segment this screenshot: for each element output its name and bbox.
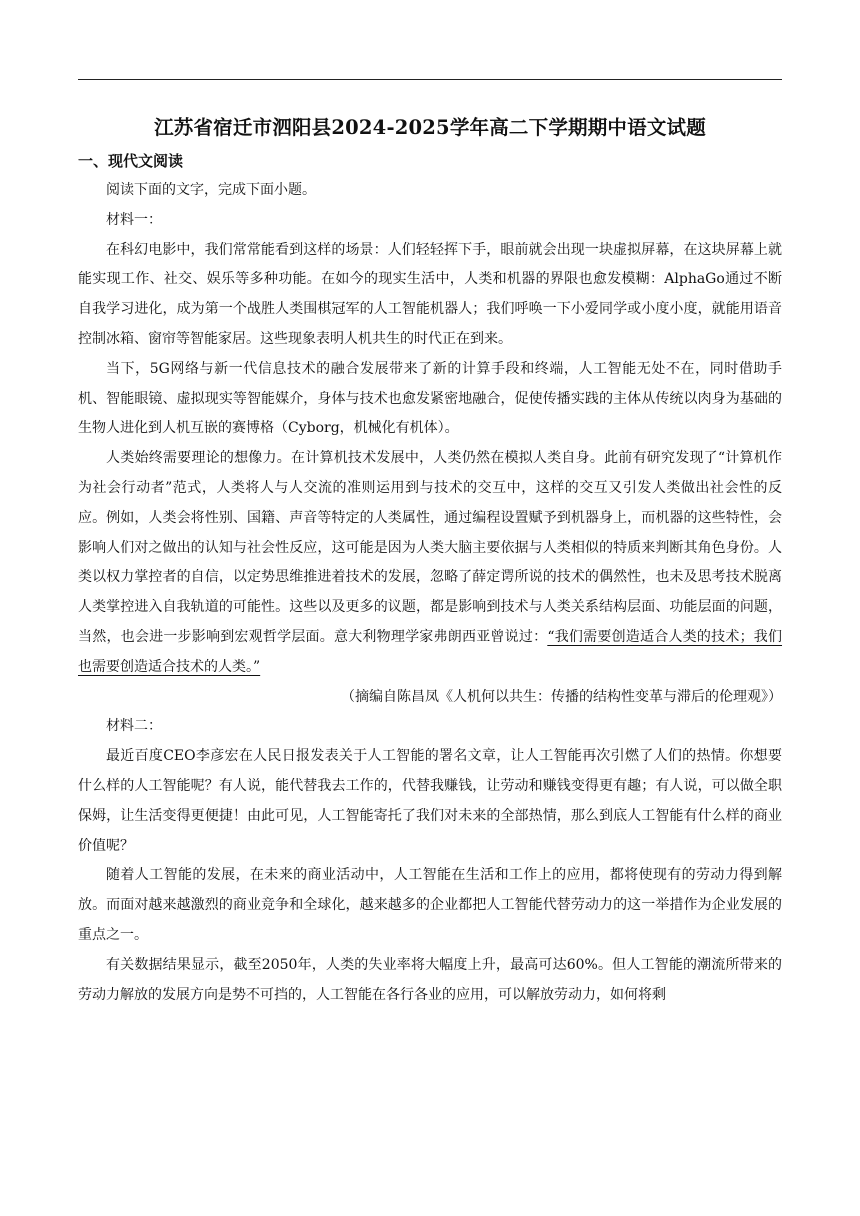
- underlined-quote: “我们需要创造适合人类的技术；我们也需要创造适合技术的人类。”: [78, 628, 783, 675]
- header-rule: [78, 79, 782, 80]
- instruction: 阅读下面的文字，完成下面小题。: [106, 182, 316, 198]
- material2-paragraph-2: 随着人工智能的发展，在未来的商业活动中，人工智能在生活和工作上的应用，都将使现有的劳动力得到解放。而面对越来越激烈的商业竞争和全球化，越来越多的企业都把人工智能代替劳动力的这一举措作为企业发展的重点之一。: [78, 867, 782, 943]
- material2-paragraph-3: 有关数据结果显示，截至2050年，人类的失业率将大幅度上升，最高可达60%。但人工智能的潮流所带来的劳动力解放的发展方向是势不可挡的，人工智能在各行各业的应用，可以解放劳动力，如何将剩: [78, 956, 782, 1003]
- page-title: 江苏省宿迁市泗阳县2024-2025学年高二下学期期中语文试题: [154, 116, 706, 139]
- material1-paragraph-1: 在科幻电影中，我们常常能看到这样的场景：人们轻轻挥下手，眼前就会出现一块虚拟屏幕，在这块屏幕上就能实现工作、社交、娱乐等多种功能。在如今的现实生活中，人类和机器的界限也愈发模糊：AlphaGo通过不断自我学习进化，成为第一个战胜人类围棋冠军的人工智能机器人；我们呼唤一下小爱同学或小度小度，就能用语音控制冰箱、窗帘等智能家居。这些现象表明人机共生的时代正在到来。: [78, 241, 782, 347]
- material1-source: （摘编自陈昌凤《人机何以共生：传播的结构性变革与滞后的伦理观》）: [341, 688, 782, 705]
- section-heading: 一、现代文阅读: [78, 152, 184, 170]
- material2-label: 材料二：: [106, 718, 162, 735]
- material1-paragraph-3-text: 人类始终需要理论的想像力。在计算机技术发展中，人类仍然在模拟人类自身。此前有研究发现了“计算机作为社会行动者”范式，人类将人与人交流的准则运用到与技术的交互中，这样的交互又引发人类做出社会性的反应。例如，人类会将性别、国籍、声音等特定的人类属性，通过编程设置赋予到机器身上，而机器的这些特性，会影响人们对之做出的认知与社会性反应，这可能是因为人类大脑主要依据与人类相似的特质来判断其角色身份。人类以权力掌控者的自信，以定势思维推进着技术的发展，忽略了薛定谔所说的技术的偶然性，也未及思考技术脱离人类掌控进入自我轨道的可能性。这些以及更多的议题，都是影响到技术与人类关系结构层面、功能层面的问题，当然，也会进一步影响到宏观哲学层面。意大利物理学家弗朗西亚曾说过：: [78, 450, 782, 645]
- material1-label: 材料一：: [106, 211, 162, 228]
- passage: [78, 176, 782, 1010]
- material2-paragraph-1: 最近百度CEO李彦宏在人民日报发表关于人工智能的署名文章，让人工智能再次引燃了人们的热情。你想要什么样的人工智能呢？有人说，能代替我去工作的，代替我赚钱，让劳动和赚钱变得更有趣；有人说，可以做全职保姆，让生活变得更便捷！由此可见，人工智能寄托了我们对未来的全部热情，那么到底人工智能有什么样的商业价值呢？: [78, 748, 782, 854]
- material1-paragraph-2: 当下，5G网络与新一代信息技术的融合发展带来了新的计算手段和终端，人工智能无处不在，同时借助手机、智能眼镜、虚拟现实等智能媒介，身体与技术也愈发紧密地融合，促使传播实践的主体从传统以肉身为基础的生物人进化到人机互嵌的赛博格（Cyborg，机械化有机体）。: [78, 360, 782, 437]
- material1-paragraph-3: [78, 444, 782, 682]
